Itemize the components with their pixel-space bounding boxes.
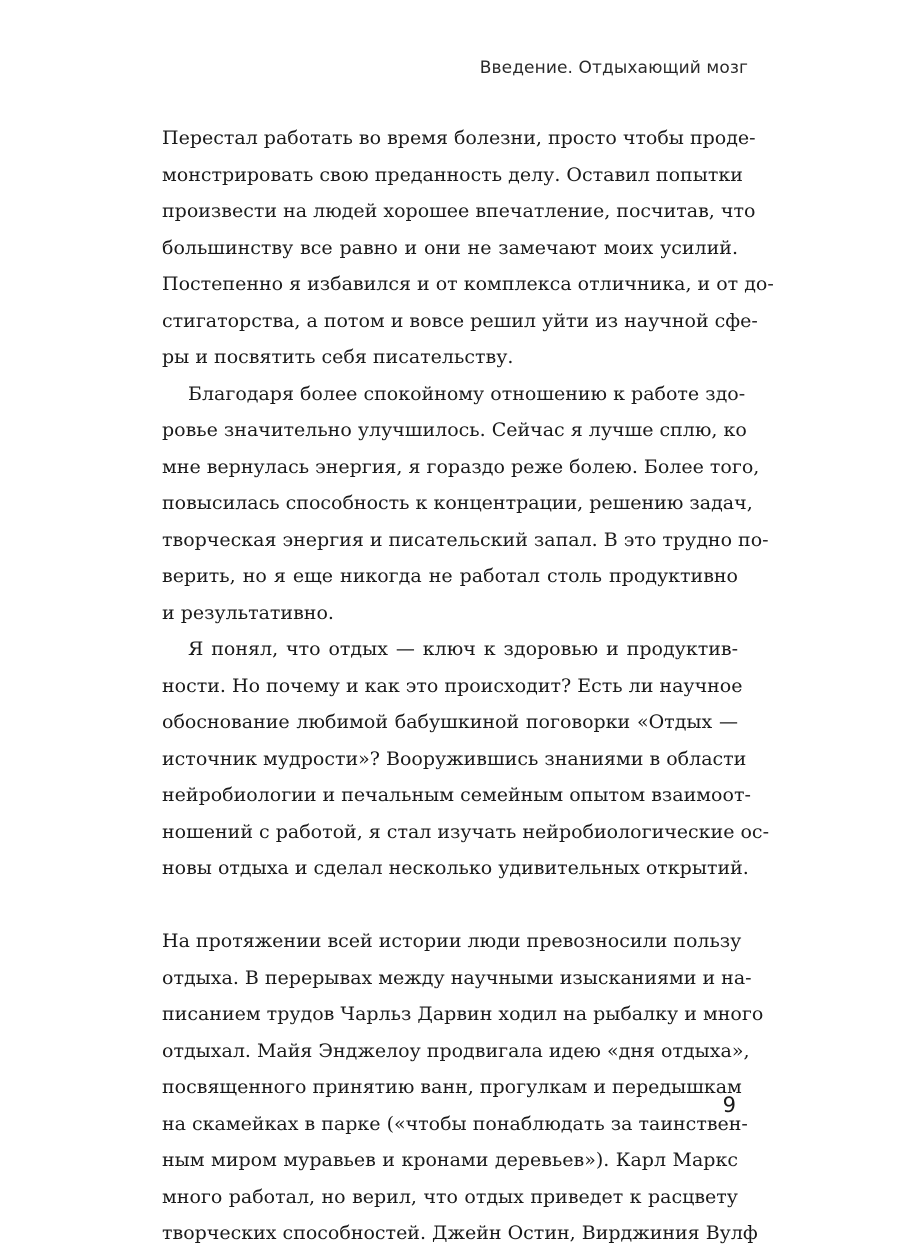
text-line: ры и посвятить себя писательству. xyxy=(162,346,514,368)
text-line: источник мудрости»? Вооружившись знаниями в области xyxy=(162,747,747,770)
paragraph-2 xyxy=(162,376,769,632)
text-line: ным миром муравьев и кронами деревьев»). Карл Маркс xyxy=(162,1149,738,1171)
text-line: творческая энергия и писательский запал. В это трудно по- xyxy=(162,528,769,551)
text-line: и результативно. xyxy=(162,601,334,624)
text-line: повысилась способность к концентрации, решению задач, xyxy=(162,492,753,514)
paragraph-1 xyxy=(162,120,774,376)
text-line: ношений с работой, я стал изучать нейробиологические ос- xyxy=(162,820,769,843)
running-head: Введение. Отдыхающий мозг xyxy=(479,58,748,78)
text-line: На протяжении всей истории люди превозносили пользу xyxy=(162,930,742,952)
text-line: произвести на людей хорошее впечатление, посчитав, что xyxy=(162,200,756,222)
paragraph-4 xyxy=(162,923,764,1252)
section-break xyxy=(162,887,738,924)
text-line: Перестал работать во время болезни, просто чтобы продe- xyxy=(162,127,756,149)
text-line: на скамейках в парке («чтобы понаблюдать за таинствен- xyxy=(162,1112,748,1135)
paragraph-3 xyxy=(162,631,769,887)
text-line: много работал, но верил, что отдых приведет к расцвету xyxy=(162,1185,738,1208)
text-line: посвященного принятию ванн, прогулкам и передышкам xyxy=(162,1076,742,1098)
text-line: Постепенно я избавился и от комплекса отличника, и от до- xyxy=(162,273,774,295)
text-line: отдыха. В перерывах между научными изысканиями и на- xyxy=(162,966,752,989)
text-line: писанием трудов Чарльз Дарвин ходил на рыбалку и много xyxy=(162,1003,764,1025)
text-line: стигаторства, а потом и вовсе решил уйти из научной сфе- xyxy=(162,309,758,332)
text-line: верить, но я еще никогда не работал столь продуктивно xyxy=(162,565,738,587)
text-line: Я понял, что отдых — ключ к здоровью и продуктив- xyxy=(188,638,738,660)
text-line: мне вернулась энергия, я гораздо реже болею. Более того, xyxy=(162,455,760,478)
text-line: ровье значительно улучшилось. Сейчас я лучше сплю, ко xyxy=(162,419,747,441)
text-line: нейробиологии и печальным семейным опытом взаимоот- xyxy=(162,784,751,806)
text-line: творческих способностей. Джейн Остин, Вирджиния Вулф xyxy=(162,1222,758,1244)
text-line: Благодаря более спокойному отношению к работе здо- xyxy=(188,382,746,405)
text-line: отдыхал. Майя Энджелоу продвигала идею «дня отдыха», xyxy=(162,1039,750,1062)
text-line: новы отдыха и сделал несколько удивительных открытий. xyxy=(162,857,749,879)
text-line: обоснование любимой бабушкиной поговорки «Отдых — xyxy=(162,711,738,733)
text-line: ности. Но почему и как это происходит? Есть ли научное xyxy=(162,674,743,697)
page-number: 9 xyxy=(722,1093,736,1117)
text-line: большинству все равно и они не замечают моих усилий. xyxy=(162,236,738,259)
body-text xyxy=(162,120,774,1252)
text-line: монстрировать свою преданность делу. Оставил попытки xyxy=(162,163,743,186)
